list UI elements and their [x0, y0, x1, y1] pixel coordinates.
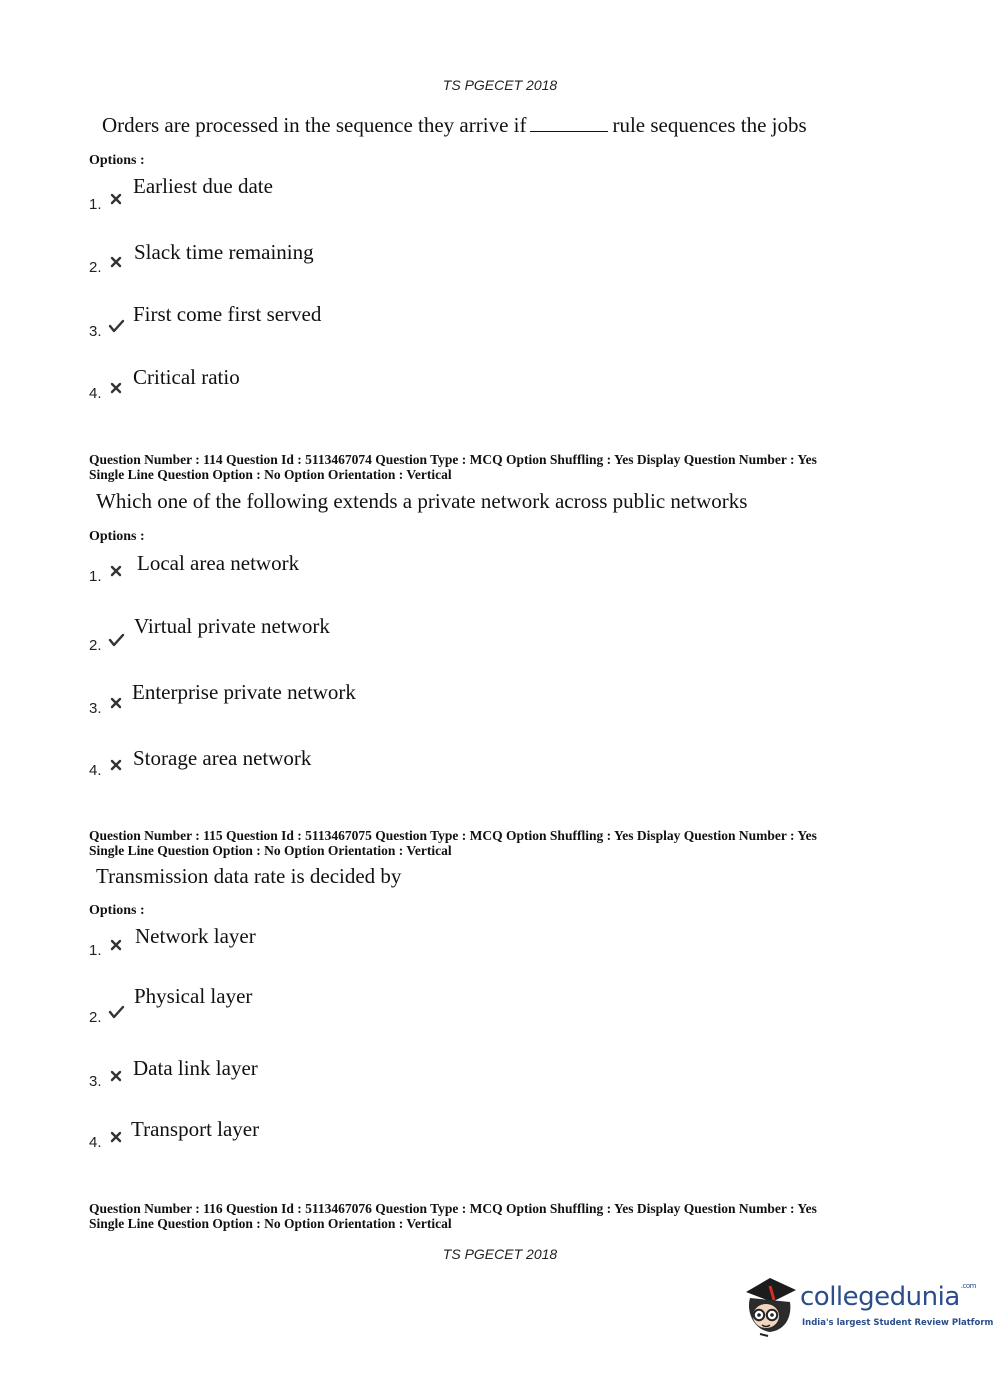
metadata-line: Single Line Question Option : No Option Orientation : Vertical: [89, 843, 452, 858]
option-number: 3.: [89, 1073, 102, 1090]
cross-icon: [109, 696, 123, 710]
cross-icon: [109, 758, 123, 772]
question-113-text: [102, 113, 807, 138]
collegedunia-logo: [740, 1272, 994, 1342]
option-number: 4.: [89, 1134, 102, 1151]
options-label: Options :: [89, 903, 145, 918]
option-text: Transport layer: [131, 1117, 260, 1141]
option-text: Slack time remaining: [134, 240, 314, 264]
logo-suffix: .com: [960, 1282, 976, 1290]
option-text: Data link layer: [133, 1056, 258, 1080]
option-text: Critical ratio: [133, 365, 240, 389]
option-number: 4.: [89, 385, 102, 402]
option-text: Storage area network: [133, 746, 312, 770]
option-text: Physical layer: [134, 984, 253, 1008]
question-114-text: Which one of the following extends a private network across public networks: [96, 489, 748, 513]
option-text: First come first served: [133, 302, 322, 326]
metadata-line: Question Number : 115 Question Id : 5113467075 Question Type : MCQ Option Shuffling : Yes Display Question Number : Yes: [89, 828, 817, 843]
check-icon: [108, 633, 125, 647]
check-icon: [108, 1005, 125, 1019]
cross-icon: [109, 1069, 123, 1083]
metadata-line: Question Number : 114 Question Id : 5113467074 Question Type : MCQ Option Shuffling : Yes Display Question Number : Yes: [89, 452, 817, 467]
cross-icon: [109, 381, 123, 395]
option-text: Local area network: [137, 551, 300, 575]
running-footer: TS PGECET 2018: [442, 1246, 558, 1262]
question-114-metadata: [89, 452, 817, 482]
question-text-after-blank: rule sequences the jobs: [612, 113, 807, 137]
metadata-line: Single Line Question Option : No Option Orientation : Vertical: [89, 1216, 452, 1231]
cross-icon: [109, 1130, 123, 1144]
option-text: Network layer: [135, 924, 256, 948]
logo-wordmark: [800, 1282, 976, 1312]
option-number: 1.: [89, 568, 102, 585]
option-number: 2.: [89, 259, 102, 276]
answer-blank: [530, 113, 608, 132]
question-115-text: Transmission data rate is decided by: [96, 864, 402, 888]
logo-tagline: India's largest Student Review Platform: [802, 1318, 994, 1328]
question-115-metadata: [89, 828, 817, 858]
option-number: 3.: [89, 323, 102, 340]
options-label: Options :: [89, 153, 145, 168]
metadata-line: Single Line Question Option : No Option Orientation : Vertical: [89, 467, 452, 482]
cross-icon: [109, 192, 123, 206]
options-label: Options :: [89, 529, 145, 544]
cross-icon: [109, 255, 123, 269]
check-icon: [108, 319, 125, 333]
option-text: Earliest due date: [133, 174, 273, 198]
cross-icon: [109, 564, 123, 578]
metadata-line: Question Number : 116 Question Id : 5113467076 Question Type : MCQ Option Shuffling : Yes Display Question Number : Yes: [89, 1201, 817, 1216]
cross-icon: [109, 938, 123, 952]
question-text-before-blank: Orders are processed in the sequence they arrive if: [102, 113, 527, 137]
option-number: 2.: [89, 637, 102, 654]
option-number: 2.: [89, 1009, 102, 1026]
running-header: TS PGECET 2018: [442, 77, 558, 93]
question-116-metadata: [89, 1201, 817, 1231]
option-number: 4.: [89, 762, 102, 779]
option-number: 3.: [89, 700, 102, 717]
option-number: 1.: [89, 942, 102, 959]
mascot-icon: [740, 1272, 800, 1338]
option-text: Enterprise private network: [132, 680, 356, 704]
option-number: 1.: [89, 196, 102, 213]
option-text: Virtual private network: [134, 614, 330, 638]
logo-name: collegedunia: [800, 1282, 960, 1312]
